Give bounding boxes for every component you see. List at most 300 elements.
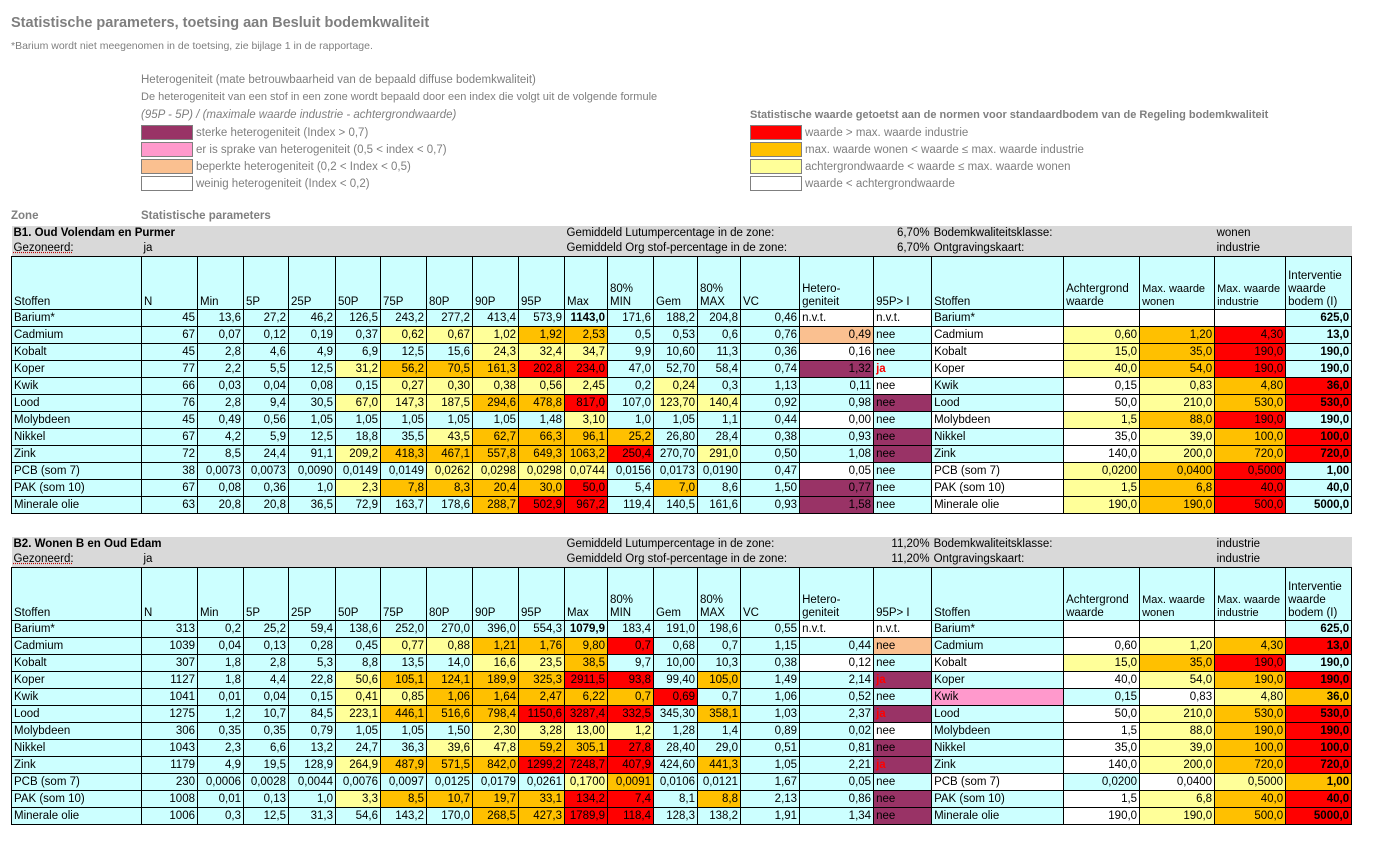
cell: 10,7 <box>244 706 289 723</box>
cell: 25,2 <box>608 429 654 446</box>
cell: 0,79 <box>289 723 336 740</box>
cell: Lood <box>932 706 1064 723</box>
cell: 345,30 <box>654 706 698 723</box>
cell: 7248,7 <box>565 757 608 774</box>
orgstof-value: 6,70% <box>800 241 932 257</box>
cell: 0,08 <box>198 480 244 497</box>
cell: 1,67 <box>741 774 800 791</box>
norm-legend <box>750 124 1084 192</box>
cell: 2,8 <box>244 655 289 672</box>
cell: 190,0 <box>1140 808 1215 825</box>
cell: 1,0 <box>608 412 654 429</box>
cell: 13,00 <box>565 723 608 740</box>
cell: 0,85 <box>381 689 427 706</box>
cell: 0,27 <box>381 378 427 395</box>
cell: 0,0200 <box>1064 774 1140 791</box>
cell: 30,0 <box>519 480 565 497</box>
cell: 2,30 <box>473 723 519 740</box>
cell: 0,02 <box>800 723 874 740</box>
cell: 2,37 <box>800 706 874 723</box>
cell: 190,0 <box>1215 672 1286 689</box>
exceed-flag: ja <box>876 707 886 720</box>
cell: nee <box>874 655 932 672</box>
cell: 270,0 <box>427 621 473 638</box>
cell: 100,0 <box>1286 429 1352 446</box>
column-header: Hetero-geniteit <box>800 257 874 310</box>
table-row <box>12 706 1352 723</box>
column-header: 75P <box>381 568 427 621</box>
cell: 0,44 <box>741 412 800 429</box>
column-header: 80% MIN <box>608 257 654 310</box>
table-row <box>12 327 1352 344</box>
substance-name: Koper <box>12 672 142 689</box>
cell: 0,24 <box>654 378 698 395</box>
cell: 720,0 <box>1286 757 1352 774</box>
cell: 2,3 <box>198 740 244 757</box>
cell: 31,2 <box>336 361 381 378</box>
cell: 13,0 <box>1286 327 1352 344</box>
column-header: Achtergrond waarde <box>1064 257 1140 310</box>
cell: 0,62 <box>381 327 427 344</box>
cell: 39,0 <box>1140 429 1215 446</box>
cell: nee <box>874 740 932 757</box>
cell: 0,01 <box>198 791 244 808</box>
cell: Koper <box>932 361 1064 378</box>
cell: 140,0 <box>1064 446 1140 463</box>
cell: 1,28 <box>654 723 698 740</box>
column-header: 75P <box>381 257 427 310</box>
cell: 530,0 <box>1286 395 1352 412</box>
column-header: Stoffen <box>932 568 1064 621</box>
cell: nee <box>874 723 932 740</box>
cell: 119,4 <box>608 497 654 514</box>
cell: 9,80 <box>565 638 608 655</box>
cell: 0,0190 <box>698 463 741 480</box>
cell: 1127 <box>142 672 198 689</box>
cell: 67 <box>142 429 198 446</box>
cell: 4,9 <box>198 757 244 774</box>
column-header: Max. waarde industrie <box>1215 568 1286 621</box>
column-header: Max. waarde wonen <box>1140 568 1215 621</box>
cell: 234,0 <box>565 361 608 378</box>
cell: 1,32 <box>800 361 874 378</box>
cell: 54,0 <box>1140 361 1215 378</box>
cell: 1,5 <box>1064 791 1140 808</box>
cell: Cadmium <box>932 638 1064 655</box>
cell: 0,3 <box>198 808 244 825</box>
cell: 140,0 <box>1064 757 1140 774</box>
substance-name: Barium* <box>12 310 142 327</box>
column-header: Max. waarde industrie <box>1215 257 1286 310</box>
substance-name: PAK (som 10) <box>12 791 142 808</box>
cell: 0,51 <box>741 740 800 757</box>
lutum-label: Gemiddeld Lutumpercentage in de zone: <box>565 537 800 552</box>
cell: 0,15 <box>1064 378 1140 395</box>
column-header: Stoffen <box>12 568 142 621</box>
cell: 1,08 <box>800 446 874 463</box>
norm-legend-item <box>750 141 1084 158</box>
cell: 2,47 <box>519 689 565 706</box>
substance-name: Minerale olie <box>12 497 142 514</box>
cell: 530,0 <box>1215 706 1286 723</box>
cell: 118,4 <box>608 808 654 825</box>
column-header: 25P <box>289 568 336 621</box>
hetero-legend-swatch <box>141 159 193 174</box>
cell: nee <box>874 774 932 791</box>
hetero-legend-swatch <box>141 142 193 157</box>
cell: 1,0 <box>289 791 336 808</box>
cell: 0,0400 <box>1140 774 1215 791</box>
column-header: Min <box>198 257 244 310</box>
cell: 4,2 <box>198 429 244 446</box>
cell: Cadmium <box>932 327 1064 344</box>
cell: 124,1 <box>427 672 473 689</box>
cell: 0,11 <box>800 378 874 395</box>
cell <box>874 706 932 723</box>
cell: 10,7 <box>427 791 473 808</box>
cell: 1143,0 <box>565 310 608 327</box>
cell: 625,0 <box>1286 621 1352 638</box>
cell: 50,0 <box>1064 706 1140 723</box>
cell: 123,70 <box>654 395 698 412</box>
cell: 573,9 <box>519 310 565 327</box>
cell: 1,00 <box>1286 463 1352 480</box>
cell: 27,2 <box>244 310 289 327</box>
table-row <box>12 412 1352 429</box>
cell: 0,93 <box>741 497 800 514</box>
cell: 19,7 <box>473 791 519 808</box>
cell: 190,0 <box>1286 361 1352 378</box>
cell: nee <box>874 412 932 429</box>
cell: 0,36 <box>244 480 289 497</box>
table-row <box>12 463 1352 480</box>
norm-legend-label: achtergrondwaarde < waarde ≤ max. waarde wonen <box>805 160 1071 173</box>
column-header: Achtergrond waarde <box>1064 568 1140 621</box>
norm-legend-swatch <box>750 176 802 191</box>
cell: 0,0173 <box>654 463 698 480</box>
cell: 190,0 <box>1215 655 1286 672</box>
cell: 23,5 <box>519 655 565 672</box>
cell: n.v.t. <box>874 310 932 327</box>
cell: 413,4 <box>473 310 519 327</box>
cell: 2,2 <box>198 361 244 378</box>
cell: nee <box>874 344 932 361</box>
cell: 1,2 <box>608 723 654 740</box>
cell: 38 <box>142 463 198 480</box>
cell: 163,7 <box>381 497 427 514</box>
cell: 105,1 <box>381 672 427 689</box>
cell: 0,04 <box>244 378 289 395</box>
cell: 1,8 <box>198 672 244 689</box>
cell: 8,6 <box>698 480 741 497</box>
cell: 502,9 <box>519 497 565 514</box>
cell: 264,9 <box>336 757 381 774</box>
cell: 190,0 <box>1215 361 1286 378</box>
cell: 4,80 <box>1215 378 1286 395</box>
cell: 1789,9 <box>565 808 608 825</box>
cell: PCB (som 7) <box>932 774 1064 791</box>
cell: 1,05 <box>381 412 427 429</box>
cell: 0,12 <box>244 327 289 344</box>
hetero-legend-item <box>141 158 447 175</box>
cell: 817,0 <box>565 395 608 412</box>
cell: 2911,5 <box>565 672 608 689</box>
cell: 1043 <box>142 740 198 757</box>
cell: 0,0028 <box>244 774 289 791</box>
cell: 134,2 <box>565 791 608 808</box>
orgstof-value: 11,20% <box>800 552 932 568</box>
cell: 1299,2 <box>519 757 565 774</box>
cell: 0,08 <box>289 378 336 395</box>
cell: Nikkel <box>932 429 1064 446</box>
cell: 0,0298 <box>519 463 565 480</box>
column-header: 5P <box>244 257 289 310</box>
cell: 10,00 <box>654 655 698 672</box>
substance-name: Koper <box>12 361 142 378</box>
cell: 0,0744 <box>565 463 608 480</box>
cell: 50,6 <box>336 672 381 689</box>
cell: 5,5 <box>244 361 289 378</box>
cell: 268,5 <box>473 808 519 825</box>
cell: 288,7 <box>473 497 519 514</box>
norm-legend-label: waarde > max. waarde industrie <box>805 126 969 139</box>
cell: 0,2 <box>198 621 244 638</box>
cell: 0,47 <box>741 463 800 480</box>
column-header: 80% MIN <box>608 568 654 621</box>
table-row <box>12 757 1352 774</box>
cell: 2,53 <box>565 327 608 344</box>
cell: 0,74 <box>741 361 800 378</box>
cell: 36,0 <box>1286 689 1352 706</box>
cell: 0,98 <box>800 395 874 412</box>
cell: 24,7 <box>336 740 381 757</box>
cell: 46,2 <box>289 310 336 327</box>
cell: 1,05 <box>473 412 519 429</box>
cell: 5,4 <box>608 480 654 497</box>
cell: 0,0156 <box>608 463 654 480</box>
cell: 18,8 <box>336 429 381 446</box>
orgstof-label: Gemiddeld Org stof-percentage in de zone: <box>565 241 800 257</box>
cell: 10,60 <box>654 344 698 361</box>
cell: 7,0 <box>654 480 698 497</box>
cell: 250,4 <box>608 446 654 463</box>
column-header: Gem <box>654 568 698 621</box>
norm-legend-label: waarde < achtergrondwaarde <box>805 177 955 190</box>
cell: 720,0 <box>1215 757 1286 774</box>
cell: 0,0006 <box>198 774 244 791</box>
table-row <box>12 723 1352 740</box>
norm-legend-swatch <box>750 159 802 174</box>
cell: n.v.t. <box>874 621 932 638</box>
cell: 36,3 <box>381 740 427 757</box>
cell: 12,5 <box>289 361 336 378</box>
cell: 720,0 <box>1215 446 1286 463</box>
cell: 798,4 <box>473 706 519 723</box>
zone-table <box>11 226 1352 514</box>
cell: Kwik <box>932 378 1064 395</box>
substance-name: Lood <box>12 706 142 723</box>
substance-name: PCB (som 7) <box>12 774 142 791</box>
cell: 1,05 <box>427 412 473 429</box>
cell <box>1140 621 1215 638</box>
cell: 15,6 <box>427 344 473 361</box>
column-header: Max. waarde wonen <box>1140 257 1215 310</box>
substance-name: Kwik <box>12 689 142 706</box>
cell: 12,5 <box>381 344 427 361</box>
cell: 0,7 <box>608 638 654 655</box>
column-header: VC <box>741 257 800 310</box>
cell: 138,2 <box>698 808 741 825</box>
cell: Kobalt <box>932 344 1064 361</box>
cell: 190,0 <box>1286 412 1352 429</box>
cell: 190,0 <box>1286 672 1352 689</box>
cell: 5,3 <box>289 655 336 672</box>
cell: 0,38 <box>741 655 800 672</box>
hetero-legend-item <box>141 124 447 141</box>
cell: 171,6 <box>608 310 654 327</box>
hetero-legend-label: er is sprake van heterogeniteit (0,5 < index < 0,7) <box>196 143 447 156</box>
cell: 200,0 <box>1140 446 1215 463</box>
cell: 190,0 <box>1215 344 1286 361</box>
klasse-value: wonen <box>1215 226 1352 241</box>
cell: nee <box>874 808 932 825</box>
hetero-legend-label: weinig heterogeniteit (Index < 0,2) <box>196 177 370 190</box>
cell: 0,49 <box>800 327 874 344</box>
cell: 50,0 <box>1064 395 1140 412</box>
cell: 13,5 <box>381 655 427 672</box>
table-row <box>12 344 1352 361</box>
cell: 270,70 <box>654 446 698 463</box>
cell: 407,9 <box>608 757 654 774</box>
substance-name: Cadmium <box>12 638 142 655</box>
cell: 209,2 <box>336 446 381 463</box>
cell: Zink <box>932 446 1064 463</box>
cell: 3,3 <box>336 791 381 808</box>
cell: 1150,6 <box>519 706 565 723</box>
cell: 35,0 <box>1064 429 1140 446</box>
cell: 40,0 <box>1064 672 1140 689</box>
cell: 0,0097 <box>381 774 427 791</box>
column-header: 95P> I <box>874 257 932 310</box>
hetero-formula: (95P - 5P) / (maximale waarde industrie - achtergrondwaarde) <box>141 109 457 121</box>
substance-name: Zink <box>12 446 142 463</box>
cell <box>1064 621 1140 638</box>
cell: 161,3 <box>473 361 519 378</box>
barium-note: *Barium wordt niet meegenomen in de toetsing, zie bijlage 1 in de rapportage. <box>11 40 373 52</box>
cell: 0,05 <box>800 463 874 480</box>
cell: 1,50 <box>741 480 800 497</box>
cell: 0,15 <box>289 689 336 706</box>
cell: 70,5 <box>427 361 473 378</box>
cell: 66,3 <box>519 429 565 446</box>
cell: 4,80 <box>1215 689 1286 706</box>
cell: 0,30 <box>427 378 473 395</box>
cell: 30,5 <box>289 395 336 412</box>
cell: 198,6 <box>698 621 741 638</box>
column-header: Max <box>565 257 608 310</box>
cell: 5000,0 <box>1286 497 1352 514</box>
cell: 649,3 <box>519 446 565 463</box>
cell: 0,56 <box>519 378 565 395</box>
cell: 0,41 <box>336 689 381 706</box>
cell: 25,2 <box>244 621 289 638</box>
zone-table <box>11 537 1352 825</box>
kaart-label: Ontgravingskaart: <box>932 241 1215 257</box>
cell: 62,7 <box>473 429 519 446</box>
substance-name: PAK (som 10) <box>12 480 142 497</box>
cell: 418,3 <box>381 446 427 463</box>
zone-name: B1. Oud Volendam en Purmer <box>12 226 565 241</box>
table-row <box>12 689 1352 706</box>
cell: 5,9 <box>244 429 289 446</box>
cell: 0,0125 <box>427 774 473 791</box>
hetero-legend-swatch <box>141 125 193 140</box>
cell: 4,9 <box>289 344 336 361</box>
cell: 0,0200 <box>1064 463 1140 480</box>
cell: 325,3 <box>519 672 565 689</box>
cell: 190,0 <box>1140 497 1215 514</box>
cell: 40,0 <box>1215 480 1286 497</box>
table-row <box>12 310 1352 327</box>
cell: 478,8 <box>519 395 565 412</box>
table-row <box>12 808 1352 825</box>
cell: 0,19 <box>289 327 336 344</box>
cell: 2,21 <box>800 757 874 774</box>
cell: 33,1 <box>519 791 565 808</box>
cell: 1,05 <box>336 412 381 429</box>
cell: 143,2 <box>381 808 427 825</box>
cell: 1,05 <box>336 723 381 740</box>
cell: 14,0 <box>427 655 473 672</box>
cell: 100,0 <box>1215 740 1286 757</box>
cell: 8,5 <box>381 791 427 808</box>
norm-legend-label: max. waarde wonen < waarde ≤ max. waarde industrie <box>805 143 1084 156</box>
substance-name: Lood <box>12 395 142 412</box>
cell: 29,0 <box>698 740 741 757</box>
cell: 0,15 <box>336 378 381 395</box>
cell: nee <box>874 463 932 480</box>
cell <box>1140 310 1215 327</box>
column-header: VC <box>741 568 800 621</box>
cell: 1,06 <box>741 689 800 706</box>
cell: 43,5 <box>427 429 473 446</box>
cell: 190,0 <box>1064 497 1140 514</box>
cell: 38,5 <box>565 655 608 672</box>
cell: Molybdeen <box>932 412 1064 429</box>
cell: 1,50 <box>427 723 473 740</box>
column-header: 90P <box>473 568 519 621</box>
column-header: 50P <box>336 568 381 621</box>
cell: 96,1 <box>565 429 608 446</box>
cell: 0,77 <box>381 638 427 655</box>
cell: 107,0 <box>608 395 654 412</box>
cell: 1,76 <box>519 638 565 655</box>
cell: 0,0149 <box>336 463 381 480</box>
cell: 8,8 <box>336 655 381 672</box>
cell: 76 <box>142 395 198 412</box>
cell: Nikkel <box>932 740 1064 757</box>
cell: 1,34 <box>800 808 874 825</box>
cell: 487,9 <box>381 757 427 774</box>
cell: 3287,4 <box>565 706 608 723</box>
hetero-legend-item <box>141 175 447 192</box>
cell: 204,8 <box>698 310 741 327</box>
cell: 0,5000 <box>1215 774 1286 791</box>
cell: 1006 <box>142 808 198 825</box>
cell: 0,0149 <box>381 463 427 480</box>
orgstof-label: Gemiddeld Org stof-percentage in de zone: <box>565 552 800 568</box>
cell: 0,69 <box>654 689 698 706</box>
